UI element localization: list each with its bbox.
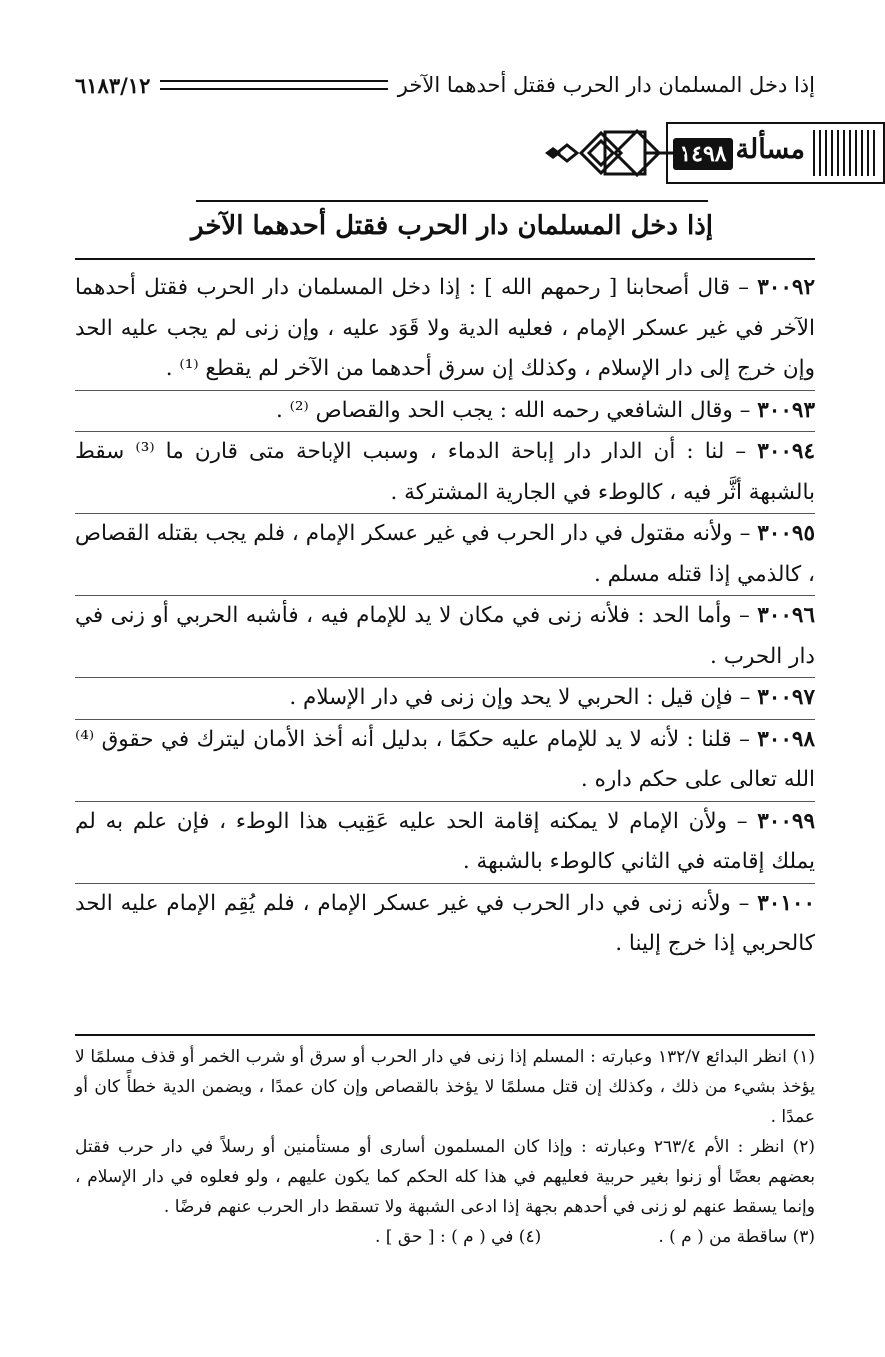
masala-word: مسألة <box>735 134 805 165</box>
paragraph <box>75 884 815 965</box>
header-double-rule <box>160 80 387 90</box>
body-text <box>75 268 815 965</box>
paragraph-number: ٣٠٠٩٨ <box>757 726 815 752</box>
footnote: (٢) انظر : الأم ٢٦٣/٤ وعبارته : وإذا كان المسلمون أسارى أو مستأمنين أو رسلاً في دار حرب فقتل بعضهم بعضًا أو زنوا بغير حربية فعليهم في هذا كله الحكم كما يكون عليهم ، ولو فعلوه في دار الإسلام ، وإنما يسقط عنهم لو زنى في أحدهم بجهة إذا ادعى الشبهة ولا تسقط دار الحرب عنهم فرضًا . <box>75 1137 815 1217</box>
paragraph-number: ٣٠٠٩٤ <box>757 439 816 464</box>
paragraph <box>75 720 815 801</box>
paragraph-text: – ولأنه زنى في دار الحرب في غير عسكر الإمام ، فلم يُقِم الإمام عليه الحد كالحربي إذا خرج إلينا . <box>75 890 815 956</box>
paragraph <box>75 678 815 719</box>
paragraph-text: – لنا : أن الدار دار إباحة الدماء ، وسبب الإباحة متى قارن ما ⁽³⁾ سقط بالشبهة أثَّر فيه ، كالوطء في الجارية المشتركة . <box>75 439 815 505</box>
geometric-ornament-icon <box>545 118 685 188</box>
footnote: (٤) في ( م ) : [ حق ] . <box>375 1227 542 1247</box>
footnote-rule <box>75 1034 815 1036</box>
title-rule-top <box>196 200 708 202</box>
paragraph <box>75 268 815 390</box>
paragraph <box>75 432 815 513</box>
footnotes <box>75 1042 815 1252</box>
paragraph-text: – وأما الحد : فلأنه زنى في مكان لا يد للإمام فيه ، فأشبه الحربي أو زنى في دار الحرب . <box>75 603 815 669</box>
paragraph-number: ٣٠٠٩٣ <box>757 397 815 423</box>
chapter-title: إذا دخل المسلمان دار الحرب فقتل أحدهما الآخر <box>190 211 714 241</box>
masala-banner <box>545 118 885 188</box>
paragraph-text: – فإن قيل : الحربي لا يحد وإن زنى في دار الإسلام . <box>289 685 758 710</box>
footnote-row <box>75 1222 815 1252</box>
paragraph <box>75 514 815 595</box>
page-reference: ٦١٨٣/١٢ <box>75 72 151 98</box>
paragraph-number: ٣٠٠٩٧ <box>757 685 815 710</box>
paragraph-text: – وقال الشافعي رحمه الله : يجب الحد والقصاص ⁽²⁾ . <box>275 397 758 423</box>
paragraph-number: ٣٠٠٩٢ <box>757 275 815 300</box>
paragraph-text: – قلنا : لأنه لا يد للإمام عليه حكمًا ، بدليل أنه أخذ الأمان ليترك في حقوق ⁽⁴⁾ الله تعالى على حكم داره . <box>75 726 815 792</box>
footnote: (٣) ساقطة من ( م ) . <box>658 1227 815 1247</box>
banner-frame <box>666 122 885 184</box>
running-header <box>75 68 815 102</box>
paragraph <box>75 802 815 883</box>
paragraph-number: ٣٠٠٩٩ <box>757 808 815 834</box>
footnote: (١) انظر البدائع ١٣٢/٧ وعبارته : المسلم إذا زنى في دار الحرب أو سرق أو شرب الخمر أو قذف مسلمًا لا يؤخذ بشيء من ذلك ، وكذلك إن قتل مسلمًا لا يؤخذ بالقصاص وإن كان عمدًا ، ويضمن الدية خطأً كان أو عمدًا . <box>75 1047 815 1127</box>
running-title: إذا دخل المسلمان دار الحرب فقتل أحدهما الآخر <box>397 73 815 97</box>
paragraph <box>75 391 815 432</box>
paragraph-text: – ولأن الإمام لا يمكنه إقامة الحد عليه عَقِيب هذا الوطء ، فإن علم به لم يملك إقامته في الثاني كالوطء بالشبهة . <box>75 808 815 874</box>
title-rule-bottom <box>75 258 815 260</box>
paragraph-text: – قال أصحابنا [ رحمهم الله ] : إذا دخل المسلمان دار الحرب فقتل أحدهما الآخر في غير عسكر الإمام ، فعليه الدية ولا قَوَد عليه ، وإن زنى لم يجب عليه الحد وإن خرج إلى دار الإسلام ، وكذلك إن سرق أحدهما من الآخر لم يقطع ⁽¹⁾ . <box>75 275 815 381</box>
banner-hatch-pattern <box>813 130 877 176</box>
paragraph-text: – ولأنه مقتول في دار الحرب في غير عسكر الإمام ، فلم يجب بقتله القصاص ، كالذمي إذا قتله مسلم . <box>75 521 815 587</box>
paragraph-number: ٣٠٠٩٥ <box>757 521 815 546</box>
paragraph-number: ٣٠٠٩٦ <box>757 603 815 628</box>
masala-number: ١٤٩٨ <box>673 138 733 170</box>
paragraph <box>75 596 815 677</box>
paragraph-number: ٣٠١٠٠ <box>757 890 815 916</box>
